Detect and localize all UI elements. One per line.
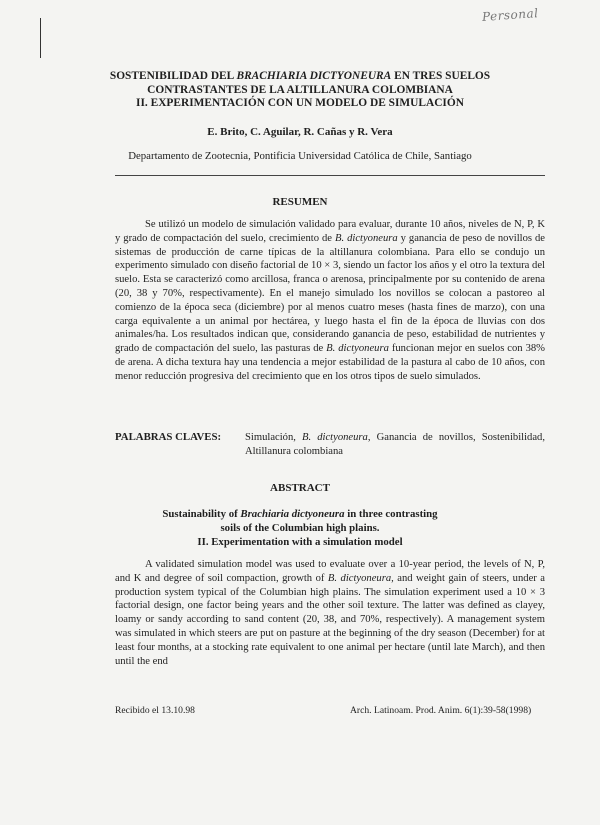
english-title-line-3: II. Experimentation with a simulation model	[197, 535, 403, 548]
keywords-label: PALABRAS CLAVES:	[115, 431, 222, 443]
affiliation: Departamento de Zootecnia, Pontificia Universidad Católica de Chile, Santiago	[128, 150, 472, 162]
keywords-text: Simulación, B. dictyoneura, Ganancia de novillos, Sostenibilidad, Altillanura colombiana	[245, 432, 545, 457]
authors: E. Brito, C. Aguilar, R. Cañas y R. Vera	[207, 126, 393, 138]
title-line-3: II. EXPERIMENTACIÓN CON UN MODELO DE SIMULACIÓN	[136, 97, 464, 109]
paper-title	[90, 70, 510, 111]
resumen-paragraph: Se utilizó un modelo de simulación validado para evaluar, durante 10 años, niveles de N, P, K y grado de compactación del suelo, crecimiento de B. dictyoneura y ganancia de peso de novillos de sistemas de producción de carne típicas de la altillanura colombiana. Para ello se condujo un experimento simulado con diseño factorial de 10 × 3, siendo un factor los años y el otro la textura del suelo. Esta se caracterizó como arcillosa, franca o arenosa, principalmente por su contenido de arena (20, 38 y 70%, respectivamente). En el manejo simulado los novillos se colocan a pastoreo al comienzo de la época seca (diciembre) por al menos cuatro meses (hasta fines de marzo), con una carga equivalente a un animal por hectárea, y luego hasta el fin de la época de lluvias con dos animales/ha. Los resultados indican que, considerando ganancia de peso, estabilidad de nutrientes y grado de compactación del suelo, las pasturas de B. dictyoneura funcionan mejor en suelos con 38% de arena. A dicha textura hay una tendencia a mejor estabilidad de la pastura al cabo de 10 años, con menor reducción progresiva del crecimiento que en los otros tipos de suelo simulados.	[115, 219, 545, 382]
received-date: Recibido el 13.10.98	[115, 705, 195, 716]
title-line-1: SOSTENIBILIDAD DEL BRACHIARIA DICTYONEURA EN TRES SUELOS	[109, 70, 491, 82]
english-title-line-2: soils of the Columbian high plains.	[220, 521, 380, 534]
english-title-line-1: Sustainability of Brachiaria dictyoneura in three contrasting	[162, 508, 438, 520]
divider-rule	[115, 175, 545, 176]
abstract-heading: ABSTRACT	[270, 482, 330, 494]
title-line-2: CONTRASTANTES DE LA ALTILLANURA COLOMBIANA	[147, 83, 453, 96]
resumen-heading: RESUMEN	[272, 196, 328, 208]
journal-citation: Arch. Latinoam. Prod. Anim. 6(1):39-58(1998)	[350, 705, 532, 716]
english-title	[90, 508, 510, 549]
handwritten-note: Personal	[481, 6, 539, 24]
scan-margin-mark	[40, 18, 43, 58]
abstract-paragraph: A validated simulation model was used to evaluate over a 10-year period, the levels of N, P, and K and degree of soil compaction, growth of B. dictyoneura, and weight gain of steers, under a production system typical of the Columbian high plains. The simulation experiment used a 10 × 3 factorial design, one factor being years and the other soil texture. The latter was defined as clayey, loamy or sandy according to sand content (20, 38, and 70%, respectively). A management system was simulated in which steers are put on pasture at the beginning of the dry season (December) for at least four months, at a stocking rate equivalent to one animal per hectare (until late March), and then until the end	[115, 559, 545, 667]
